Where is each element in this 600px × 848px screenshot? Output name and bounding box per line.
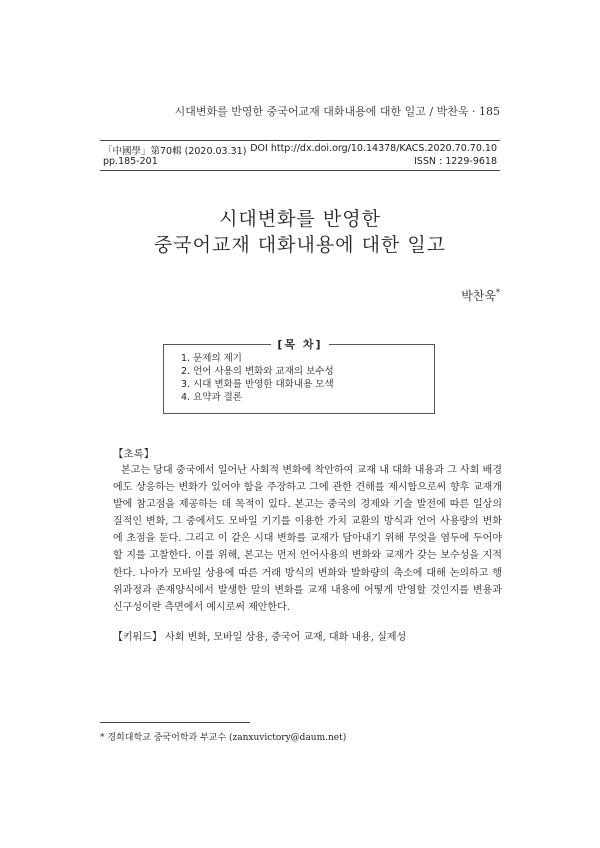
paper-title-line-2: 중국어교재 대화내용에 대한 일고 xyxy=(153,234,447,256)
doi-link[interactable]: DOI http://dx.doi.org/10.14378/KACS.2020.70.70.10 xyxy=(250,143,497,154)
issn: ISSN : 1229-9618 xyxy=(414,156,497,167)
abstract-label: 【초록】 xyxy=(113,448,155,460)
meta-row-2 xyxy=(103,156,497,167)
toc-heading: [목 차] xyxy=(0,336,600,352)
toc-item[interactable]: 1. 문제의 제기 xyxy=(181,353,242,364)
author xyxy=(461,287,500,304)
author-footnote-mark: * xyxy=(496,288,500,297)
keywords: 【키워드】 사회 변화, 모바일 상용, 중국어 교재, 대화 내용, 실제성 xyxy=(113,632,407,643)
meta-row-1 xyxy=(103,143,497,157)
toc-item[interactable]: 4. 요약과 결론 xyxy=(181,392,242,403)
journal-info: 「中國學」第70輯 (2020.03.31) xyxy=(103,146,247,157)
toc-item[interactable]: 3. 시대 변화를 반영한 대화내용 모색 xyxy=(181,379,334,390)
running-head: 시대변화를 반영한 중국어교재 대화내용에 대한 일고 / 박찬욱 · 185 xyxy=(174,105,500,118)
author-name: 박찬욱 xyxy=(461,289,496,303)
meta-bottom-rule xyxy=(100,170,500,171)
meta-top-rule xyxy=(100,140,500,141)
toc-item[interactable]: 2. 언어 사용의 변화와 교재의 보수성 xyxy=(181,366,334,377)
toc-list xyxy=(181,352,334,404)
paper-title-line-1: 시대변화를 반영한 xyxy=(219,208,381,230)
footnote-rule xyxy=(100,722,250,723)
author-footnote: * 경희대학교 중국어학과 부교수 (zanxuvictory@daum.net) xyxy=(100,733,347,743)
abstract-text: 본고는 당대 중국에서 일어난 사회적 변화에 착안하여 교재 내 대화 내용과 그 사회 배경에도 상응하는 변화가 있어야 함을 주장하고 그에 관한 견해를 제시함으로써 향후 교재개발에 참고점을 제공하는 데 목적이 있다. 본고는 중국의 경제와 기술 발전에 따른 일상의 질적인 변화, 그 중에서도 모바일 기기를 이용한 가치 교환의 방식과 언어 사용량의 변화에 초점을 둔다. 그리고 이 같은 시대 변화를 교재가 담아내기 위해 무엇을 염두에 두어야할 지를 고찰한다. 이를 위해, 본고는 먼저 언어사용의 변화와 교재가 갖는 보수성을 지적한다. 나아가 모바일 상용에 따른 거래 방식의 변화와 발화량의 축소에 대해 논의하고 행위과정과 존재양식에서 발생한 말의 변화를 교재 내용에 어떻게 반영할 것인지를 변용과 신구성이란 측면에서 예시로써 제안한다. xyxy=(113,465,502,613)
page-range: pp.185-201 xyxy=(103,156,158,167)
